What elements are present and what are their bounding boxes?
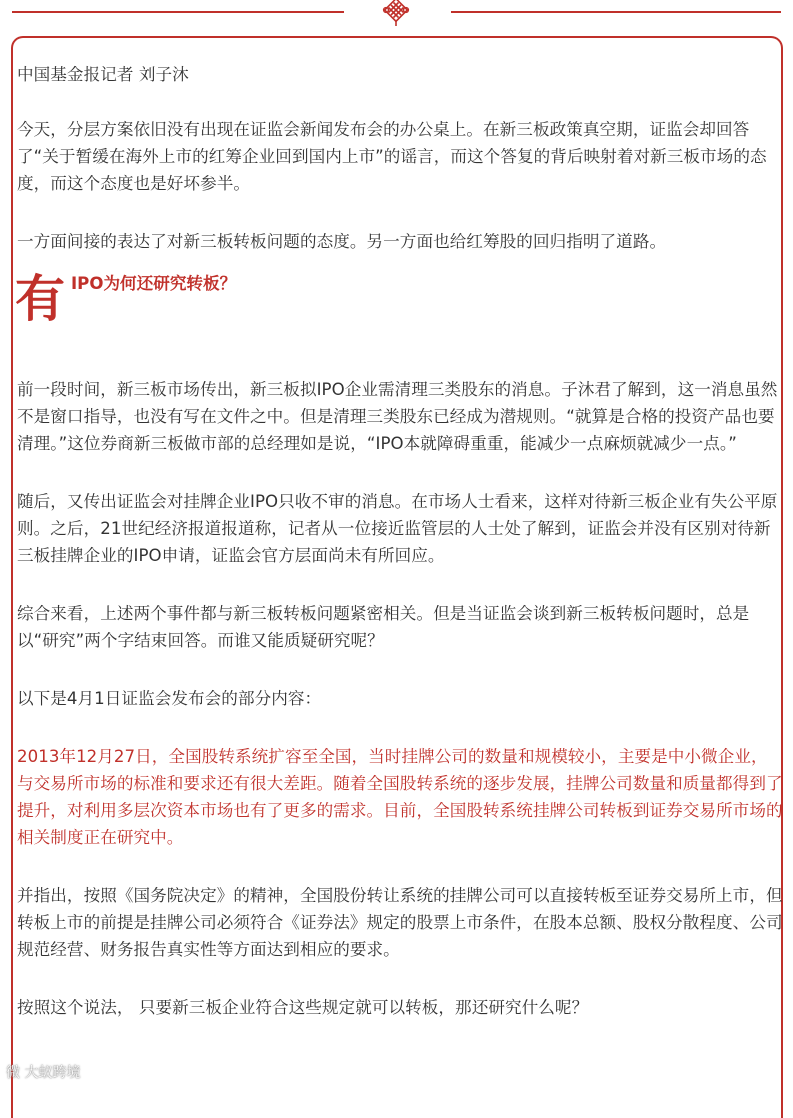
top-divider-left [12,11,344,13]
paragraph: 前一段时间，新三板市场传出，新三板拟IPO企业需清理三类股东的消息。子沐君了解到，这一消息虽然不是窗口指导，也没有写在文件之中。但是清理三类股东已经成为潜规则。“就算是合格的投资产品也要清理。”这位券商新三板做市部的总经理如是说，“IPO本就障碍重重，能减少一点麻烦就减少一点。” [17,380,778,453]
paragraph: 以下是4月1日证监会发布会的部分内容： [17,689,322,708]
article-body [17,61,783,1021]
paragraph: 综合来看，上述两个事件都与新三板转板问题紧密相关。但是当证监会谈到新三板转板问题时，总是以“研究”两个字结束回答。而谁又能质疑研究呢？ [17,604,750,650]
byline: 中国基金报记者 刘子沐 [17,65,189,84]
paragraph: 按照这个说法， 只要新三板企业符合这些规定就可以转板，那还研究什么呢？ [17,998,589,1017]
paragraph: 一方面间接的表达了对新三板转板问题的态度。另一方面也给红筹股的回归指明了道路。 [17,232,667,251]
paragraph: 今天，分层方案依旧没有出现在证监会新闻发布会的办公桌上。在新三板政策真空期，证监会却回答了“关于暂缓在海外上市的红筹企业回到国内上市”的谣言，而这个答复的背后映射着对新三板市场的态度，而这个态度也是好坏参半。 [17,120,767,193]
chinese-knot-icon [378,0,414,26]
section-heading-initial: 有 [15,269,65,328]
paragraph: 随后，又传出证监会对挂牌企业IPO只收不审的消息。在市场人士看来，这样对待新三板企业有失公平原则。之后，21世纪经济报道报道称，记者从一位接近监管层的人士处了解到，证监会并没有区别对待新三板挂牌企业的IPO申请，证监会官方层面尚未有所回应。 [17,492,778,565]
section-heading [15,269,783,333]
watermark: 微 大蚁跨境 [6,1065,81,1081]
top-divider-right [451,11,781,13]
section-heading-title: IPO为何还研究转板？ [71,274,237,293]
paragraph: 并指出，按照《国务院决定》的精神，全国股份转让系统的挂牌公司可以直接转板至证券交易所上市，但转板上市的前提是挂牌公司必须符合《证券法》规定的股票上市条件，在股本总额、股权分散程度、公司规范经营、财务报告真实性等方面达到相应的要求。 [17,886,783,959]
quoted-statement: 2013年12月27日，全国股转系统扩容至全国，当时挂牌公司的数量和规模较小，主要是中小微企业，与交易所市场的标准和要求还有很大差距。随着全国股转系统的逐步发展，挂牌公司数量和质量都得到了提升，对利用多层次资本市场也有了更多的需求。目前，全国股转系统挂牌公司转板到证券交易所市场的相关制度正在研究中。 [17,747,783,847]
